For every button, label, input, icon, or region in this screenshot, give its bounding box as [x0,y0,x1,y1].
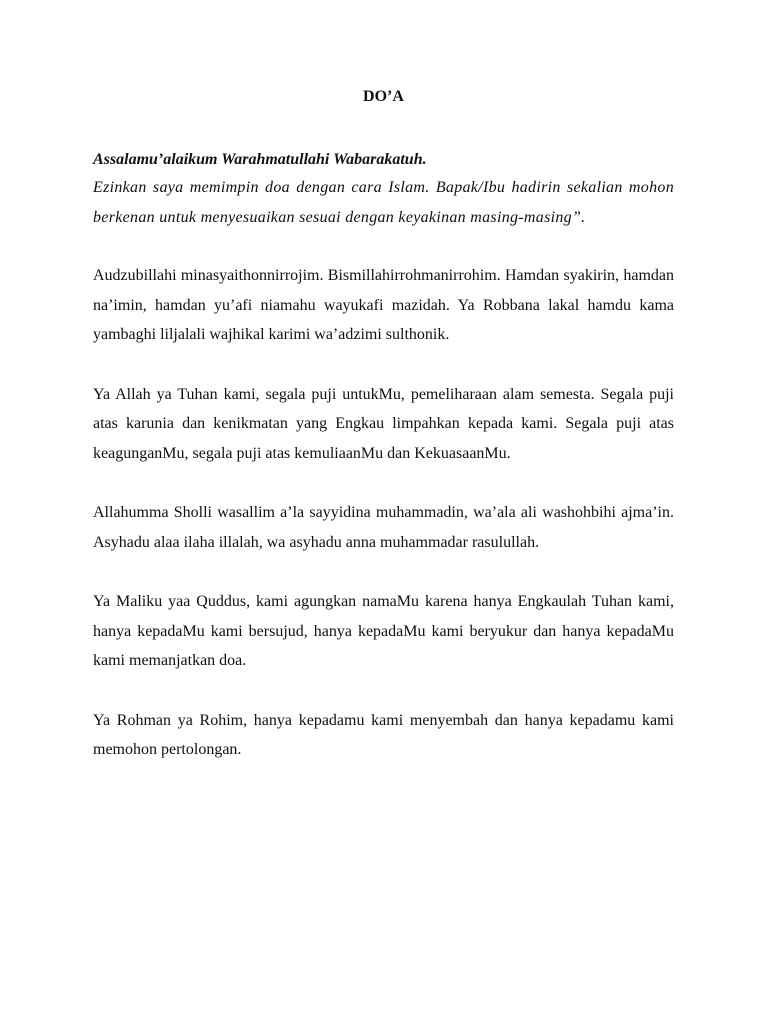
document-page [93,86,674,795]
intro-paragraph: Ezinkan saya memimpin doa dengan cara Islam. Bapak/Ibu hadirin sekalian mohon berkenan untuk menyesuaikan sesuai dengan keyakinan masing-masing”. [93,179,674,226]
paragraph-sholawat: Allahumma Sholli wasallim a’la sayyidina muhammadin, wa’ala ali washohbihi ajma’in. Asyhadu alaa ilaha illalah, wa asyhadu anna muhammadar rasulullah. [93,504,674,551]
paragraph-supplication: Ya Rohman ya Rohim, hanya kepadamu kami menyembah dan hanya kepadamu kami memohon pertolongan. [93,711,674,758]
document-title: DO’A [363,88,404,105]
paragraph-worship: Ya Maliku yaa Quddus, kami agungkan namaMu karena hanya Engkaulah Tuhan kami, hanya kepadaMu kami bersujud, hanya kepadaMu kami beryukur dan hanya kepadaMu kami memanjatkan doa. [93,593,674,669]
paragraph-praise: Ya Allah ya Tuhan kami, segala puji untukMu, pemeliharaan alam semesta. Segala puji atas karunia dan kenikmatan yang Engkau limpahkan kepada kami. Segala puji atas keagunganMu, segala puji atas kemuliaanMu dan KekuasaanMu. [93,385,674,462]
paragraph-opening: Audzubillahi minasyaithonnirrojim. Bismillahirrohmanirrohim. Hamdan syakirin, hamdan na’imin, hamdan yu’afi niamahu wayukafi mazidah. Ya Robbana lakal hamdu kama yambaghi liljalali wajhikal karimi wa’adzimi sulthonik. [93,267,674,343]
greeting-line: Assalamu’alaikum Warahmatullahi Wabarakatuh. [93,151,427,168]
